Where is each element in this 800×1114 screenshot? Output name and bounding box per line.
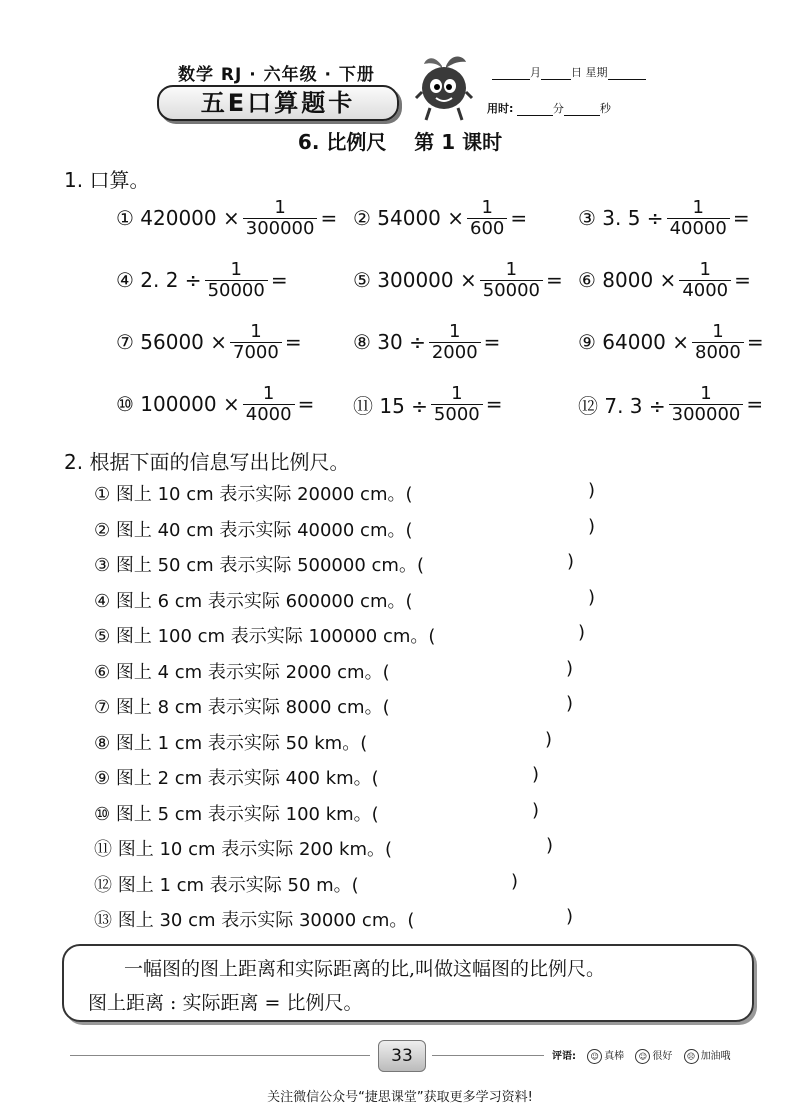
calc-problem <box>116 260 288 301</box>
scale-question: ⑫ 图上 1 cm 表示实际 50 m。( <box>94 874 359 896</box>
fraction <box>243 384 295 425</box>
fraction-numerator: 1 <box>449 321 461 342</box>
fraction-numerator: 1 <box>230 259 242 280</box>
fraction-denominator: 40000 <box>667 218 730 239</box>
fraction-numerator: 1 <box>250 321 262 342</box>
calc-problem <box>353 260 563 301</box>
calc-problem <box>578 260 751 301</box>
fraction-numerator: 1 <box>700 383 712 404</box>
equals-sign: = <box>483 330 501 355</box>
fraction-denominator: 600 <box>467 218 507 239</box>
scale-question: ② 图上 40 cm 表示实际 40000 cm。( <box>94 519 413 541</box>
fraction-numerator: 1 <box>712 321 724 342</box>
fraction-denominator: 8000 <box>692 342 744 363</box>
rating-good: 很好 <box>652 1051 673 1062</box>
minute-label: 分 <box>552 102 564 115</box>
answer-close-paren[interactable]: ) <box>566 657 574 679</box>
scale-question: ⑩ 图上 5 cm 表示实际 100 km。( <box>94 803 379 825</box>
calc-problem <box>578 384 763 425</box>
calc-problem <box>353 384 503 425</box>
scale-question: ⑤ 图上 100 cm 表示实际 100000 cm。( <box>94 626 436 647</box>
second-label: 秒 <box>599 102 611 115</box>
fraction-denominator: 2000 <box>429 342 481 363</box>
month-label: 月 <box>530 66 541 79</box>
fraction <box>431 384 483 425</box>
fraction <box>243 198 318 239</box>
footer-text: 关注微信公众号“捷思课堂”获取更多学习资料! <box>267 1090 533 1105</box>
answer-close-paren[interactable]: ) <box>578 622 586 643</box>
footer-rule-right <box>432 1055 544 1056</box>
answer-close-paren[interactable]: ) <box>588 515 596 537</box>
calc-prefix: ⑫ 7. 3 ÷ <box>578 393 666 418</box>
great-face-icon[interactable]: ☺ <box>587 1049 602 1064</box>
calc-prefix: ⑦ 56000 × <box>116 330 228 355</box>
fraction-numerator: 1 <box>692 197 704 218</box>
day-label: 日 <box>571 66 582 79</box>
fraction <box>669 384 744 425</box>
calc-problem <box>116 384 314 425</box>
fraction-denominator: 300000 <box>243 218 318 239</box>
calc-prefix: ⑧ 30 ÷ <box>353 330 426 355</box>
fraction-denominator: 4000 <box>679 280 731 301</box>
fraction <box>692 322 744 363</box>
calc-prefix: ⑤ 300000 × <box>353 268 477 293</box>
scale-question: ① 图上 10 cm 表示实际 20000 cm。( <box>94 484 413 505</box>
fraction <box>667 198 730 239</box>
scale-question: ⑧ 图上 1 cm 表示实际 50 km。( <box>94 732 368 754</box>
rating-area <box>552 1047 731 1064</box>
weekday-blank[interactable] <box>608 68 646 80</box>
section2-title: 2. 根据下面的信息写出比例尺。 <box>64 450 350 474</box>
calc-prefix: ① 420000 × <box>116 206 240 231</box>
fraction-denominator: 4000 <box>243 404 295 425</box>
equals-sign: = <box>734 268 751 293</box>
time-line <box>487 100 611 116</box>
scale-question: ⑬ 图上 30 cm 表示实际 30000 cm。( <box>94 910 415 931</box>
calc-prefix: ② 54000 × <box>353 206 465 231</box>
calc-prefix: ⑪ 15 ÷ <box>353 393 428 418</box>
fraction-numerator: 1 <box>262 383 275 404</box>
scale-question: ⑪ 图上 10 cm 表示实际 200 km。( <box>94 839 393 860</box>
scale-question: ⑨ 图上 2 cm 表示实际 400 km。( <box>94 768 379 789</box>
fraction-numerator: 1 <box>451 383 463 404</box>
note-line-2: 图上距离 : 实际距离 = 比例尺。 <box>88 992 363 1014</box>
minute-blank[interactable] <box>517 104 553 116</box>
equals-sign: = <box>746 330 764 355</box>
calc-problem <box>116 198 337 239</box>
equals-sign: = <box>320 206 338 231</box>
subject-line: 数学 RJ · 六年级 · 下册 <box>178 65 375 85</box>
answer-close-paren[interactable]: ) <box>532 764 540 785</box>
calc-problem <box>578 322 764 363</box>
calc-problem <box>353 198 527 239</box>
section1-title: 1. 口算。 <box>64 168 150 192</box>
scale-question: ③ 图上 50 cm 表示实际 500000 cm。( <box>94 555 424 576</box>
answer-close-paren[interactable]: ) <box>546 835 554 856</box>
fraction <box>429 322 481 363</box>
equals-sign: = <box>510 206 528 231</box>
equals-sign: = <box>284 330 302 355</box>
rating-great: 真棒 <box>604 1051 625 1062</box>
fraction-denominator: 5000 <box>431 404 483 425</box>
calc-problem <box>353 322 500 363</box>
date-line <box>492 64 646 80</box>
calc-problem <box>578 198 750 239</box>
answer-close-paren[interactable]: ) <box>566 906 574 927</box>
fraction <box>679 260 731 301</box>
day-blank[interactable] <box>541 68 571 80</box>
fraction-denominator: 50000 <box>205 280 268 301</box>
footer-rule-left <box>70 1055 370 1056</box>
second-blank[interactable] <box>564 104 600 116</box>
fraction <box>230 322 282 363</box>
fraction-denominator: 50000 <box>480 280 543 301</box>
answer-close-paren[interactable]: ) <box>588 586 596 608</box>
lesson-title: 6. 比例尺 第 1 课时 <box>297 130 503 154</box>
answer-close-paren[interactable]: ) <box>566 693 574 714</box>
try-face-icon[interactable]: ☹ <box>684 1049 699 1064</box>
rating-try: 加油哦 <box>700 1051 731 1062</box>
calc-problem <box>116 322 302 363</box>
fraction <box>467 198 507 239</box>
calc-prefix: ③ 3. 5 ÷ <box>578 206 664 231</box>
fraction-numerator: 1 <box>699 259 711 280</box>
fraction <box>480 260 543 301</box>
answer-close-paren[interactable]: ) <box>545 728 553 750</box>
equals-sign: = <box>732 206 750 231</box>
fraction-numerator: 1 <box>505 259 518 280</box>
calc-prefix: ⑨ 64000 × <box>578 330 690 355</box>
calc-prefix: ⑥ 8000 × <box>578 268 677 293</box>
scale-question: ④ 图上 6 cm 表示实际 600000 cm。( <box>94 590 413 612</box>
time-label: 用时: <box>487 102 514 115</box>
answer-close-paren[interactable]: ) <box>567 551 575 572</box>
answer-close-paren[interactable]: ) <box>588 480 596 501</box>
answer-close-paren[interactable]: ) <box>532 799 540 821</box>
equals-sign: = <box>546 268 563 293</box>
equals-sign: = <box>485 392 503 417</box>
page-number: 33 <box>378 1040 426 1072</box>
fraction-denominator: 7000 <box>230 342 282 363</box>
note-line-1: 一幅图的图上距离和实际距离的比,叫做这幅图的比例尺。 <box>124 958 606 980</box>
month-blank[interactable] <box>492 68 530 80</box>
good-face-icon[interactable]: ☺ <box>635 1049 650 1064</box>
fraction-denominator: 300000 <box>669 404 744 425</box>
definition-note <box>62 944 754 1022</box>
answer-close-paren[interactable]: ) <box>511 870 519 892</box>
fraction-numerator: 1 <box>481 197 493 218</box>
mascot-icon <box>412 52 476 124</box>
scale-question: ⑦ 图上 8 cm 表示实际 8000 cm。( <box>94 697 390 718</box>
equals-sign: = <box>746 392 764 417</box>
equals-sign: = <box>270 268 288 293</box>
calc-prefix: ⑩ 100000 × <box>116 392 240 417</box>
brand-title: 五E口算题卡 <box>157 85 399 121</box>
rating-label: 评语: <box>552 1051 576 1062</box>
fraction <box>205 260 268 301</box>
calc-prefix: ④ 2. 2 ÷ <box>116 268 202 293</box>
weekday-label: 星期 <box>585 66 608 79</box>
scale-question: ⑥ 图上 4 cm 表示实际 2000 cm。( <box>94 661 390 683</box>
fraction-numerator: 1 <box>274 197 286 218</box>
equals-sign: = <box>297 392 315 417</box>
